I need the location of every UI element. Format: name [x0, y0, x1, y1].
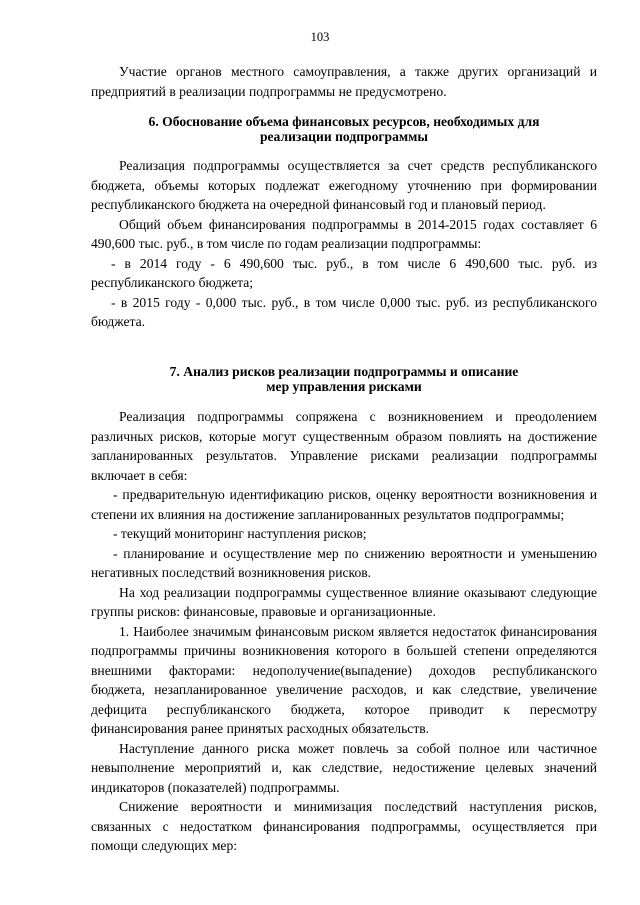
- section-7-heading-line-1: 7. Анализ рисков реализации подпрограммы и описание: [169, 364, 519, 379]
- intro-paragraph: Участие органов местного самоуправления, а также других организаций и предприятий в реализации подпрограммы не предусмотрено.: [91, 64, 597, 99]
- section-7-heading-line-2: мер управления рисками: [266, 379, 422, 394]
- section-7-body: [91, 407, 597, 856]
- section-7-list-item: - планирование и осуществление мер по снижению вероятности и уменьшению негативных последствий возникновения рисков.: [91, 545, 597, 580]
- section-7-paragraph: На ход реализации подпрограммы существенное влияние оказывают следующие группы рисков: финансовые, правовые и организационные.: [91, 584, 597, 619]
- section-6-paragraph: Реализация подпрограммы осуществляется за счет средств республиканского бюджета, объемы которых подлежат ежегодному уточнению при формировании республиканского бюджета на очередной финансовый год и плановый период.: [91, 158, 597, 212]
- section-6-list-item: - в 2014 году - 6 490,600 тыс. руб., в том числе 6 490,600 тыс. руб. из республиканского бюджета;: [91, 255, 597, 290]
- section-7-list-item: - текущий мониторинг наступления рисков;: [113, 526, 367, 541]
- section-6-heading-line-2: реализации подпрограммы: [259, 129, 429, 144]
- section-7-paragraph: 1. Наиболее значимым финансовым риском является недостаток финансирования подпрограммы причины возникновения которого в большей степени определяются внешними факторами: недополучение(выпадение) доходов республиканского бюджета, незапланированное увеличение расходов, и как следствие, увеличение дефицита республиканского бюджета, которое приводит к пересмотру финансирования ранее принятых расходных обязательств.: [91, 623, 597, 736]
- section-6-paragraph: Общий объем финансирования подпрограммы в 2014-2015 годах составляет 6 490,600 тыс. руб., в том числе по годам реализации подпрограммы:: [91, 216, 597, 251]
- section-7-paragraph: Снижение вероятности и минимизация последствий наступления рисков, связанных с недостатком финансирования подпрограммы, осуществляется при помощи следующих мер:: [91, 799, 597, 853]
- section-6-list-item: - в 2015 году - 0,000 тыс. руб., в том числе 0,000 тыс. руб. из республиканского бюджета.: [91, 294, 597, 329]
- section-7-paragraph: Реализация подпрограммы сопряжена с возникновением и преодолением различных рисков, которые могут существенным образом повлиять на достижение запланированных результатов. Управление рисками реализации подпрограммы включает в себя:: [91, 409, 597, 483]
- page-number: 103: [310, 30, 330, 44]
- section-6-heading-line-1: 6. Обоснование объема финансовых ресурсов, необходимых для: [148, 114, 540, 129]
- section-6-body: [91, 156, 597, 332]
- intro-block: [91, 62, 597, 101]
- section-6-heading: [91, 114, 597, 144]
- section-7-list-item: - предварительную идентификацию рисков, оценку вероятности возникновения и степени их влияния на достижение запланированных результатов подпрограммы;: [91, 487, 597, 522]
- section-7-paragraph: Наступление данного риска может повлечь за собой полное или частичное невыполнение мероприятий и, как следствие, недостижение целевых значений индикаторов (показателей) подпрограммы.: [91, 740, 597, 795]
- section-7-heading: [91, 364, 597, 394]
